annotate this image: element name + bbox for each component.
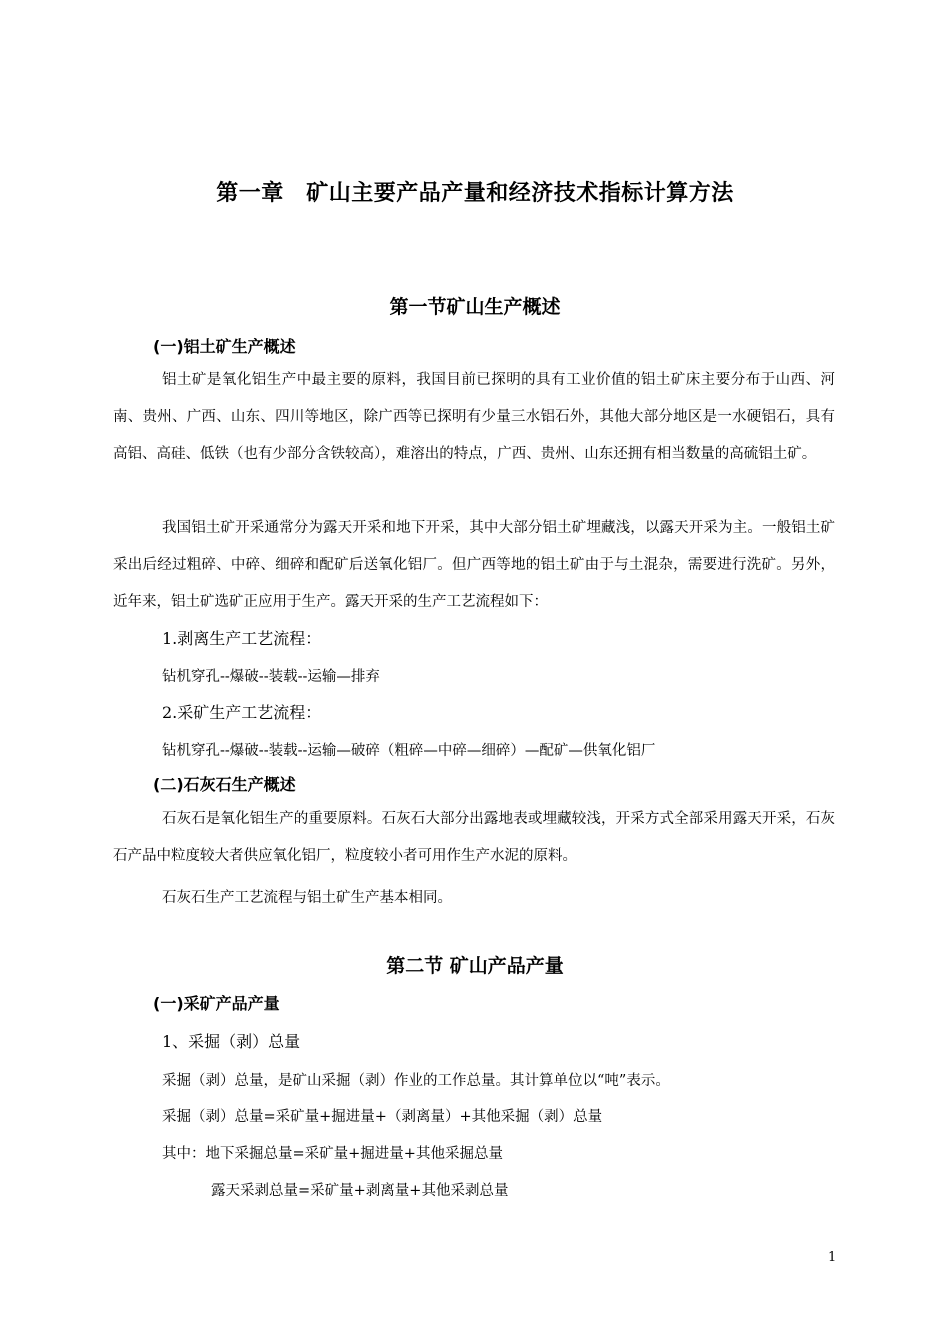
formula-total-excavation: 采掘（剥）总量=采矿量+掘进量+（剥离量）+其他采掘（剥）总量 (162, 1109, 603, 1125)
formula-underground: 其中：地下采掘总量=采矿量+掘进量+其他采掘总量 (162, 1146, 503, 1162)
step-mining-label: 2.采矿生产工艺流程： (162, 703, 322, 722)
section-title-overview: 第一节矿山生产概述 (389, 296, 561, 318)
definition-total-excavation: 采掘（剥）总量，是矿山采掘（剥）作业的工作总量。其计算单位以“吨”表示。 (162, 1073, 670, 1089)
subheading-mining-output: (一)采矿产品产量 (153, 994, 280, 1013)
paragraph-limestone-overview: 石灰石是氧化铝生产的重要原料。石灰石大部分出露地表或埋藏较浅，开采方式全部采用露天开采，石灰石产品中粒度较大者供应氧化铝厂，粒度较小者可用作生产水泥的原料。 (113, 811, 835, 864)
formula-open-pit: 露天采剥总量=采矿量+剥离量+其他采剥总量 (211, 1183, 509, 1199)
step-stripping-label: 1.剥离生产工艺流程： (162, 629, 322, 648)
paragraph-limestone-process: 石灰石生产工艺流程与铝土矿生产基本相同。 (162, 890, 452, 906)
item-total-excavation-label: 1、采掘（剥）总量 (162, 1032, 301, 1051)
step-mining-flow: 钻机穿孔--爆破--装载--运输—破碎（粗碎—中碎—细碎）—配矿—供氧化铝厂 (162, 743, 656, 759)
chapter-title: 第一章 矿山主要产品产量和经济技术指标计算方法 (216, 181, 734, 206)
subheading-limestone: (二)石灰石生产概述 (153, 775, 296, 794)
subheading-bauxite: (一)铝土矿生产概述 (153, 337, 296, 356)
paragraph-bauxite-overview: 铝土矿是氧化铝生产中最主要的原料，我国目前已探明的具有工业价值的铝土矿床主要分布于山西、河南、贵州、广西、山东、四川等地区，除广西等已探明有少量三水铝石外，其他大部分地区是一水硬铝石，具有高铝、高硅、低铁（也有少部分含铁较高），难溶出的特点，广西、贵州、山东还拥有相当数量的高硫铝土矿。 (113, 372, 835, 462)
step-stripping-flow: 钻机穿孔--爆破--装载--运输—排弃 (162, 669, 380, 685)
page-number: 1 (828, 1250, 837, 1265)
section-title-output: 第二节 矿山产品产量 (386, 955, 564, 977)
paragraph-bauxite-mining: 我国铝土矿开采通常分为露天开采和地下开采，其中大部分铝土矿埋藏浅，以露天开采为主。一般铝土矿采出后经过粗碎、中碎、细碎和配矿后送氧化铝厂。但广西等地的铝土矿由于与土混杂，需要进行洗矿。另外，近年来，铝土矿选矿正应用于生产。露天开采的生产工艺流程如下： (113, 520, 835, 610)
